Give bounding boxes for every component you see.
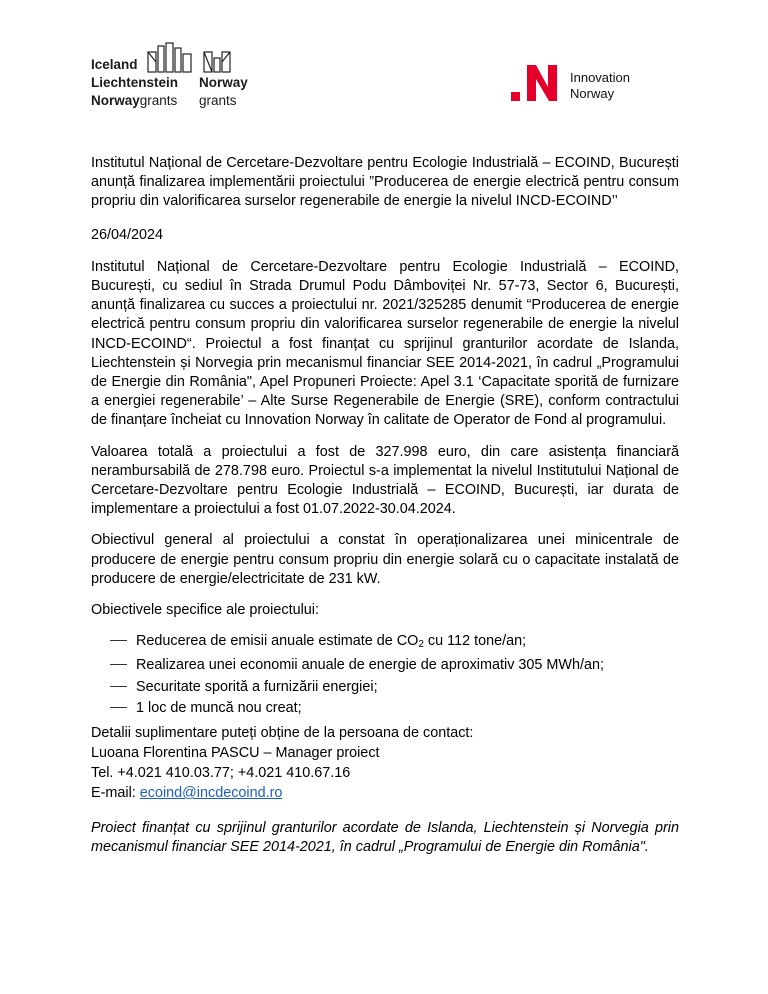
contact-intro: Detalii suplimentare puteți obține de la persoana de contact: (91, 725, 474, 742)
grants-logo-liechtenstein: Liechtenstein (91, 75, 179, 90)
paragraph-project-announcement: Institutul Național de Cercetare-Dezvoltare pentru Ecologie Industrială – ECOIND, București, cu sediul în Strada Drumul Podu Dâmboviței Nr. 57-73, Sector 6, București, anunță finalizarea cu succes a proiectului nr. 2021/325285 denumit “Producerea de energie electrică pentru consum propriu din valorificarea surselor regenerabile de energie la nivelul INCD-ECOIND“. Proiectul a fost finanțat cu sprijinul granturilor acordate de Islanda, Liechtenstein și Norvegia prin mecanismul financiar SEE 2014-2021, în cadrul „Programului de Energie din România", Apel Propuneri Proiecte: Apel 3.1 ‘Capacitate sporită de furnizare a energiei regenerabile’ – Alte Surse Regenerabile de Energie (SRE), conform contractului de finanțare încheiat cu Innovation Norway în calitate de Operator de Fond al programului. (91, 258, 679, 429)
contact-details (91, 723, 679, 803)
specific-objectives-list (110, 632, 679, 718)
paragraph-project-value: Valoarea totală a proiectului a fost de 327.998 euro, din care asistența financiară nerambursabilă de 278.798 euro. Proiectul s-a implementat la nivelul Institutului Național de Cercetare-Dezvoltare pentru Ecologie Industrială – ECOIND, București, iar durata de implementare a proiectului a fost 01.07.2022-30.04.2024. (91, 443, 679, 518)
dash-bullet-icon (110, 640, 127, 641)
objectives-heading: Obiectivele specifice ale proiectului: (91, 602, 319, 619)
contact-email-link[interactable]: ecoind@incdecoind.ro (139, 785, 283, 802)
innovation-norway-mark-icon (511, 61, 559, 103)
list-item: 1 loc de muncă nou creat; (110, 699, 679, 718)
document-body (91, 154, 679, 857)
paragraph-general-objective: Obiectivul general al proiectului a constat în operaționalizarea unei minicentrale de producere de energie pentru consum propriu din energie solară cu o capacitate instalată de producere de energie/electricitate de 231 kW. (91, 532, 679, 587)
grants-logo-norway-grants: Norwaygrants (91, 93, 178, 108)
contact-person: Luoana Florentina PASCU – Manager proiect (91, 745, 380, 762)
contact-phone: Tel. +4.021 410.03.77; +4.021 410.67.16 (91, 765, 351, 782)
contact-email-line: E-mail: ecoind@incdecoind.ro (91, 785, 283, 802)
dash-bullet-icon (110, 664, 127, 665)
list-item: Securitate sporită a furnizării energiei; (110, 678, 679, 697)
document-date: 26/04/2024 (91, 226, 164, 243)
grants-logo-grants-right: grants (199, 93, 237, 108)
list-item: Reducerea de emisii anuale estimate de $CO_2$ cu 112 tone/an; (110, 632, 679, 654)
list-item: Realizarea unei economii anuale de energie de aproximativ 305 MWh/an; (110, 656, 679, 675)
grants-logo-iceland: Iceland (91, 57, 138, 72)
grants-skyline-icon (146, 42, 256, 74)
dash-bullet-icon (110, 707, 127, 708)
innovation-norway-wordmark: Innovation Norway (570, 70, 630, 101)
funding-note: Proiect finanțat cu sprijinul granturilor acordate de Islanda, Liechtenstein și Norvegia prin mecanismul financiar SEE 2014-2021, în cadrul „Programului de Energie din România". (91, 820, 679, 856)
document-headline: Institutul Național de Cercetare-Dezvoltare pentru Ecologie Industrială – ECOIND, București anunță finalizarea implementării proiectului ”Producerea de energie electrică pentru consum propriu din valorificarea surselor regenerabile de energie la nivelul INCD-ECOIND’’ (91, 155, 679, 210)
dash-bullet-icon (110, 686, 127, 687)
eea-norway-grants-logo (91, 42, 261, 110)
grants-logo-norway-right: Norway (199, 75, 248, 90)
innovation-norway-logo (511, 61, 661, 106)
